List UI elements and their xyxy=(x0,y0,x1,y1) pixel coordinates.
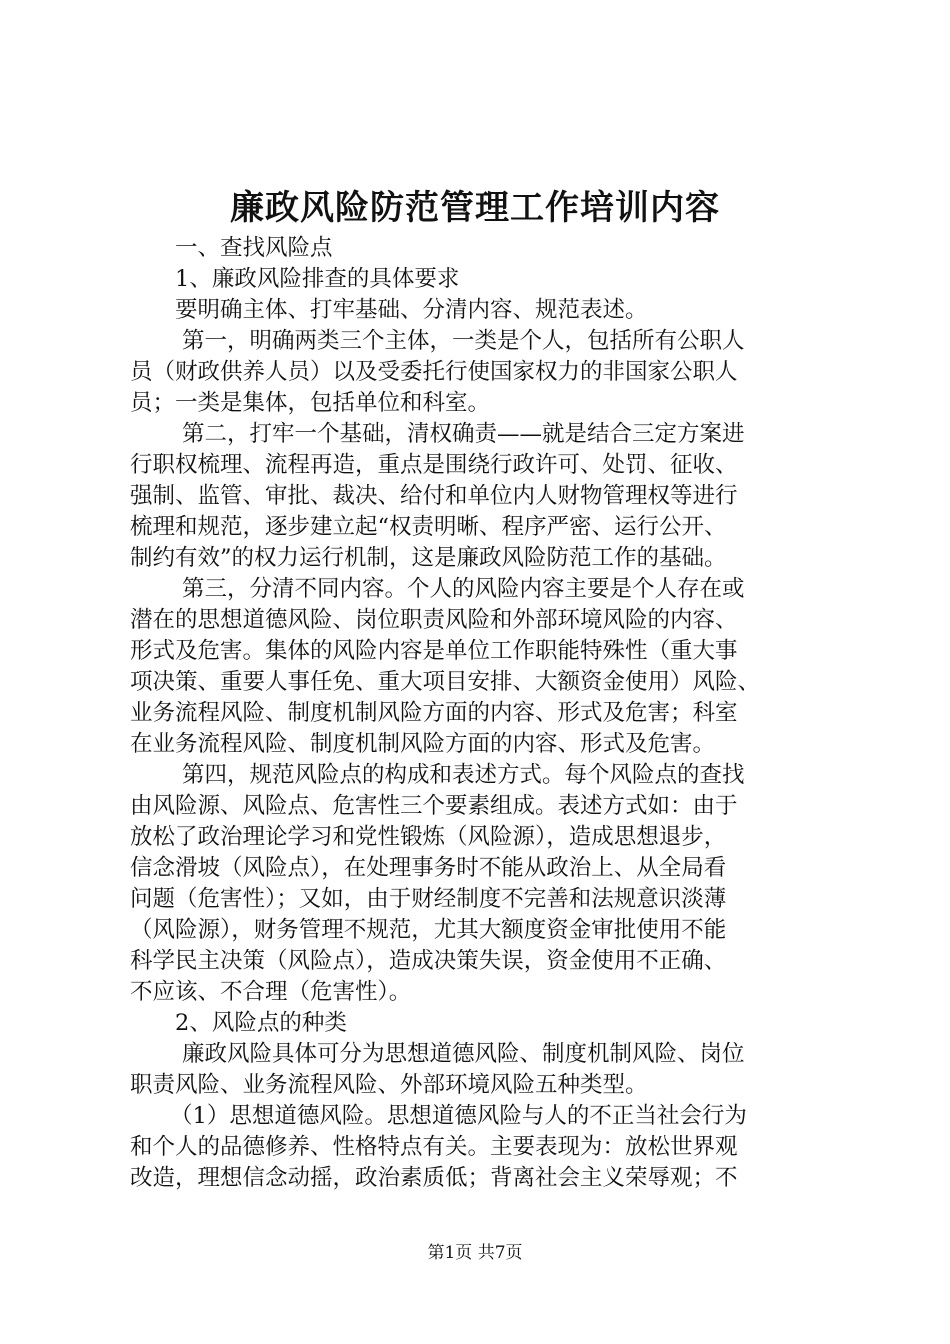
paragraph-line: 要明确主体、打牢基础、分清内容、规范表述。 xyxy=(175,297,648,323)
paragraph-line: 问题（危害性）；又如，由于财经制度不完善和法规意识淡薄 xyxy=(130,886,727,912)
paragraph-line: 强制、监管、审批、裁决、给付和单位内人财物管理权等进行 xyxy=(130,483,738,509)
paragraph-line: 在业务流程风险、制度机制风险方面的内容、形式及危害。 xyxy=(130,731,716,757)
paragraph-line: 改造，理想信念动摇，政治素质低；背离社会主义荣辱观；不 xyxy=(130,1165,738,1191)
page-footer: 第1页 共7页 xyxy=(427,1243,523,1263)
paragraph-line: （风险源），财务管理不规范，尤其大额度资金审批使用不能 xyxy=(130,917,727,943)
paragraph-line: 廉政风险具体可分为思想道德风险、制度机制风险、岗位 xyxy=(182,1041,745,1067)
section-heading: 一、查找风险点 xyxy=(175,235,333,261)
paragraph-line: 信念滑坡（风险点），在处理事务时不能从政治上、从全局看 xyxy=(130,855,727,881)
paragraph-line: 和个人的品德修养、性格特点有关。主要表现为：放松世界观 xyxy=(130,1134,738,1160)
paragraph-line: 潜在的思想道德风险、岗位职责风险和外部环境风险的内容、 xyxy=(130,607,738,633)
document-title: 廉政风险防范管理工作培训内容 xyxy=(230,188,720,228)
paragraph-line: 形式及危害。集体的风险内容是单位工作职能特殊性（重大事 xyxy=(130,638,738,664)
paragraph-line: 梳理和规范，逐步建立起“权责明晰、程序严密、运行公开、 xyxy=(130,514,727,540)
subsection-heading: 2、风险点的种类 xyxy=(175,1010,347,1036)
paragraph-line: 职责风险、业务流程风险、外部环境风险五种类型。 xyxy=(130,1072,648,1098)
paragraph-line: 不应该、不合理（危害性）。 xyxy=(130,979,412,1005)
paragraph-line: 业务流程风险、制度机制风险方面的内容、形式及危害；科室 xyxy=(130,700,738,726)
paragraph-line: 员；一类是集体，包括单位和科室。 xyxy=(130,390,491,416)
document-body xyxy=(130,233,830,1194)
paragraph-line: 由风险源、风险点、危害性三个要素组成。表述方式如：由于 xyxy=(130,793,738,819)
paragraph-line: 制约有效”的权力运行机制，这是廉政风险防范工作的基础。 xyxy=(130,545,727,571)
paragraph-line: 员（财政供养人员）以及受委托行使国家权力的非国家公职人 xyxy=(130,359,738,385)
paragraph-line: 行职权梳理、流程再造，重点是围绕行政许可、处罚、征收、 xyxy=(130,452,738,478)
paragraph-line: 第四，规范风险点的构成和表述方式。每个风险点的查找 xyxy=(182,762,745,788)
paragraph-line: 第一，明确两类三个主体，一类是个人，包括所有公职人 xyxy=(182,328,745,354)
paragraph-line: 项决策、重要人事任免、重大项目安排、大额资金使用）风险、 xyxy=(130,669,761,695)
paragraph-line: 科学民主决策（风险点），造成决策失误，资金使用不正确、 xyxy=(130,948,727,974)
paragraph-line: 放松了政治理论学习和党性锻炼（风险源），造成思想退步， xyxy=(130,824,727,850)
paragraph-line: （1）思想道德风险。思想道德风险与人的不正当社会行为 xyxy=(170,1103,747,1129)
subsection-heading: 1、廉政风险排查的具体要求 xyxy=(175,266,460,292)
paragraph-line: 第三，分清不同内容。个人的风险内容主要是个人存在或 xyxy=(182,576,745,602)
paragraph-line: 第二，打牢一个基础，清权确责——就是结合三定方案进 xyxy=(182,421,745,447)
